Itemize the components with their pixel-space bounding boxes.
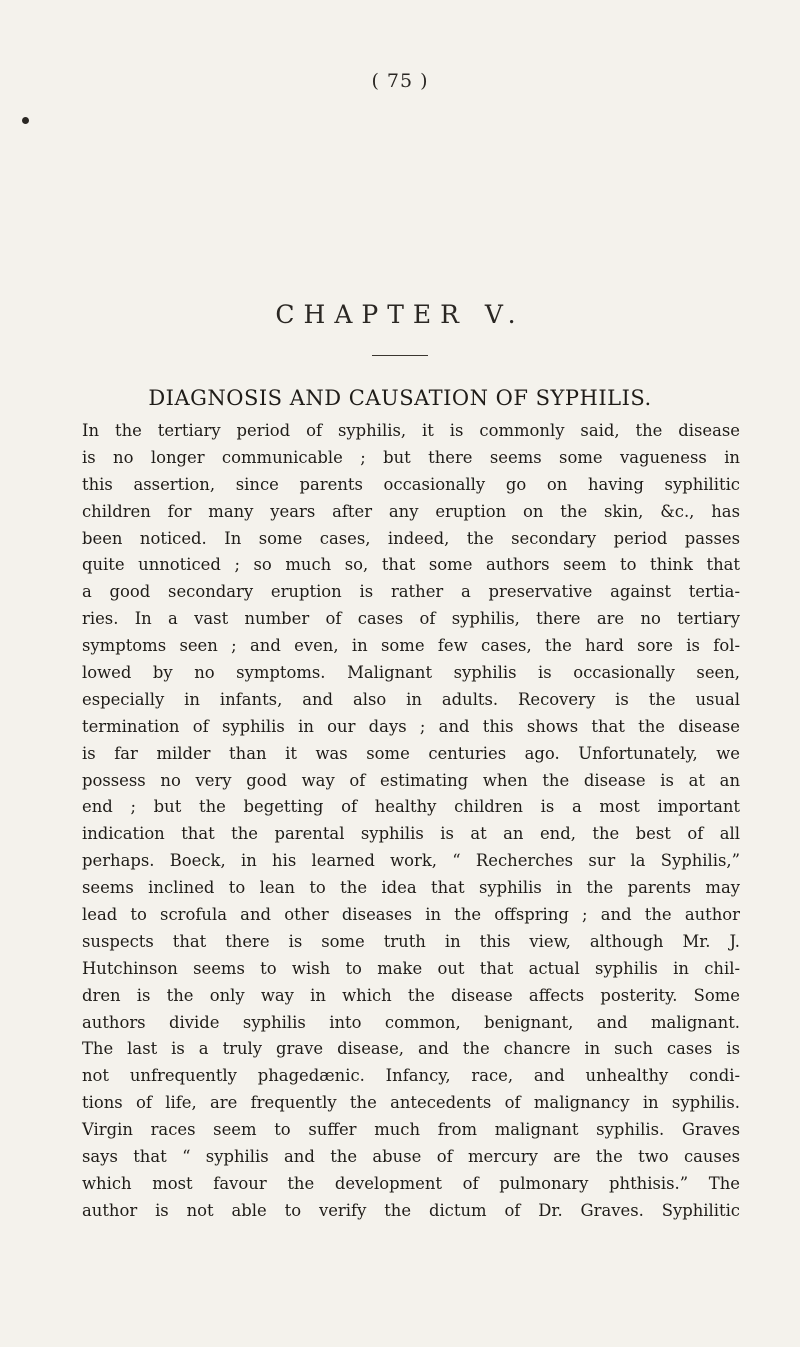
body-line: possess no very good way of estimating when the disease is at an xyxy=(82,770,740,790)
body-line: indication that the parental syphilis is at an end, the best of all xyxy=(82,824,740,844)
body-line: symptoms seen ; and even, in some few cases, the hard sore is fol- xyxy=(82,636,740,656)
margin-ink-dot xyxy=(22,117,29,124)
body-line: been noticed. In some cases, indeed, the secondary period passes xyxy=(82,528,740,548)
body-line: is far milder than it was some centuries ago. Unfortunately, we xyxy=(82,743,740,763)
body-line: seems inclined to lean to the idea that syphilis in the parents may xyxy=(82,878,740,898)
body-line: tions of life, are frequently the antecedents of malignancy in syphilis. xyxy=(82,1093,740,1113)
body-line: is no longer communicable ; but there seems some vagueness in xyxy=(82,447,740,467)
body-line: quite unnoticed ; so much so, that some authors seem to think that xyxy=(82,555,740,575)
body-line: ries. In a vast number of cases of syphilis, there are no tertiary xyxy=(82,609,740,629)
body-line: end ; but the begetting of healthy children is a most important xyxy=(82,797,740,817)
body-line: author is not able to verify the dictum of Dr. Graves. Syphilitic xyxy=(82,1200,740,1220)
body-line: perhaps. Boeck, in his learned work, “ Recherches sur la Syphilis,” xyxy=(82,851,740,871)
body-line: suspects that there is some truth in this view, although Mr. J. xyxy=(82,931,740,951)
body-line: lead to scrofula and other diseases in the offspring ; and the author xyxy=(82,905,740,925)
body-line: Hutchinson seems to wish to make out that actual syphilis in chil- xyxy=(82,958,740,978)
body-line: not unfrequently phagedænic. Infancy, race, and unhealthy condi- xyxy=(82,1066,740,1086)
chapter-title: CHAPTER V. xyxy=(275,300,525,329)
body-line: lowed by no symptoms. Malignant syphilis is occasionally seen, xyxy=(82,663,740,683)
body-line: In the tertiary period of syphilis, it is commonly said, the disease xyxy=(82,421,740,440)
section-heading: DIAGNOSIS AND CAUSATION OF SYPHILIS. xyxy=(148,386,652,410)
page-number: ( 75 ) xyxy=(371,70,429,92)
body-line: The last is a truly grave disease, and the chancre in such cases is xyxy=(82,1039,740,1059)
body-line: Virgin races seem to suffer much from malignant syphilis. Graves xyxy=(82,1120,740,1140)
body-line: dren is the only way in which the disease affects posterity. Some xyxy=(82,985,740,1005)
body-text xyxy=(82,418,740,1225)
body-line: termination of syphilis in our days ; and this shows that the disease xyxy=(82,716,740,736)
body-line: a good secondary eruption is rather a preservative against tertia- xyxy=(82,582,740,602)
body-line: especially in infants, and also in adults. Recovery is the usual xyxy=(82,689,740,709)
chapter-rule xyxy=(372,355,428,356)
body-line: this assertion, since parents occasionally go on having syphilitic xyxy=(82,474,740,494)
body-line: authors divide syphilis into common, benignant, and malignant. xyxy=(82,1012,740,1032)
body-line: children for many years after any eruption on the skin, &c., has xyxy=(82,501,740,521)
body-line: says that “ syphilis and the abuse of mercury are the two causes xyxy=(82,1147,740,1167)
body-line: which most favour the development of pulmonary phthisis.” The xyxy=(82,1173,740,1193)
